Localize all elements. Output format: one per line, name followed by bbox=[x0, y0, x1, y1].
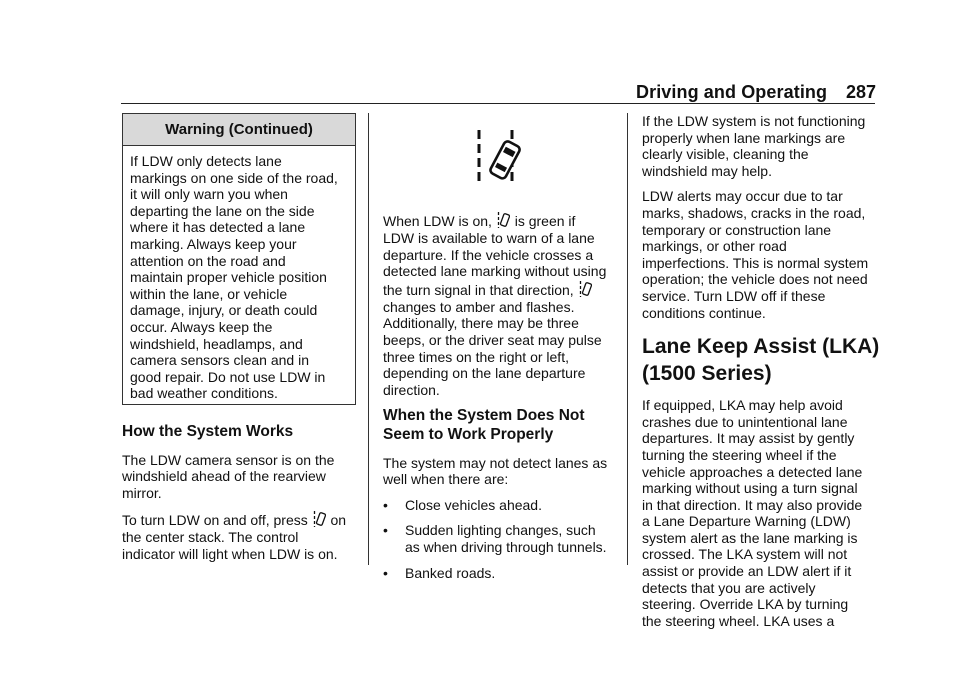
text-line: If the LDW system is not functioning bbox=[642, 113, 866, 129]
lane-departure-warning-icon bbox=[579, 280, 592, 299]
heading-lane-keep-assist bbox=[642, 333, 882, 387]
text-line: crossed. The LKA system will not bbox=[642, 546, 848, 563]
text-line: assist or provide an LDW alert if it bbox=[642, 563, 852, 580]
text-line: steering. Override LKA by turning bbox=[642, 596, 849, 613]
warning-line: bad weather conditions. bbox=[130, 385, 278, 402]
text-line: marks, shadows, cracks in the road, bbox=[642, 204, 866, 221]
warning-title: Warning (Continued) bbox=[123, 114, 355, 146]
text-line: temporary or construction lane bbox=[642, 221, 832, 238]
text-line: LDW is available to warn of a lane bbox=[383, 230, 595, 246]
warning-line: camera sensors clean and in bbox=[130, 352, 309, 369]
warning-line: where it has detected a lane bbox=[130, 219, 306, 236]
text-line: changes to amber and flashes. bbox=[383, 298, 575, 315]
heading-line: (1500 Series) bbox=[642, 362, 772, 386]
warning-line: it will only warn you when bbox=[130, 186, 288, 203]
column-2-text bbox=[383, 211, 623, 590]
text-line: departures. It may assist by gently bbox=[642, 430, 855, 447]
lane-departure-warning-icon bbox=[313, 510, 326, 529]
text-line: vehicle approaches a detected lane bbox=[642, 463, 863, 480]
paragraph bbox=[383, 211, 623, 398]
list-item bbox=[383, 522, 623, 555]
text-line: properly when lane markings are bbox=[642, 129, 846, 146]
paragraph bbox=[122, 452, 362, 502]
warning-line: markings on one side of the road, bbox=[130, 169, 338, 186]
text-line: turning the steering wheel if the bbox=[642, 446, 837, 463]
text-line: conditions continue. bbox=[642, 304, 766, 321]
column-3-text bbox=[642, 113, 882, 638]
header-rule bbox=[121, 103, 875, 104]
bullet-mark: • bbox=[383, 522, 388, 539]
text-line: When LDW is on, bbox=[383, 213, 492, 229]
text-line: service. Turn LDW off if these bbox=[642, 287, 826, 304]
text-line: departure. If the vehicle crosses a bbox=[383, 246, 594, 263]
text-line: The LDW camera sensor is on the bbox=[122, 451, 335, 468]
page-header-section: Driving and Operating bbox=[636, 82, 828, 102]
text-line: The system may not detect lanes as bbox=[383, 454, 608, 471]
warning-line: good repair. Do not use LDW in bbox=[130, 368, 326, 385]
warning-line: windshield, headlamps, and bbox=[130, 335, 303, 352]
text-line: windshield may help. bbox=[642, 162, 772, 179]
text-line: detected lane marking without using bbox=[383, 263, 607, 280]
list-item-text: Close vehicles ahead. bbox=[405, 496, 542, 513]
column-divider-1 bbox=[368, 113, 369, 565]
paragraph bbox=[383, 455, 623, 488]
paragraph bbox=[642, 113, 882, 179]
text-line: is green if bbox=[514, 213, 576, 229]
text-line: marking without using a turn signal bbox=[642, 480, 858, 497]
text-line: windshield ahead of the rearview bbox=[122, 468, 326, 485]
warning-box bbox=[122, 113, 356, 405]
text-line: the steering wheel. LKA uses a bbox=[642, 612, 835, 629]
column-1-text bbox=[122, 423, 362, 572]
text-line: on bbox=[330, 512, 347, 529]
warning-text bbox=[123, 146, 355, 402]
paragraph bbox=[122, 510, 362, 562]
text-line: a Lane Departure Warning (LDW) bbox=[642, 513, 851, 530]
text-line: clearly visible, cleaning the bbox=[642, 146, 809, 163]
text-line: indicator will light when LDW is on. bbox=[122, 545, 338, 562]
bullet-mark: • bbox=[383, 496, 388, 513]
heading-line: Lane Keep Assist (LKA) bbox=[642, 335, 880, 359]
paragraph bbox=[642, 188, 882, 321]
bullet-mark: • bbox=[383, 564, 388, 581]
warning-line: attention on the road and bbox=[130, 252, 286, 269]
text-line: the center stack. The control bbox=[122, 529, 299, 546]
text-line: To turn LDW on and off, press bbox=[122, 512, 308, 529]
heading-line: When the System Does Not bbox=[383, 407, 585, 425]
heading-how-system-works: How the System Works bbox=[122, 423, 294, 440]
text-line: imperfections. This is normal system bbox=[642, 254, 869, 271]
text-line: Sudden lighting changes, such bbox=[405, 522, 596, 539]
warning-line: departing the lane on the side bbox=[130, 202, 315, 219]
warning-line: damage, injury, or death could bbox=[130, 302, 318, 319]
text-line: depending on the lane departure bbox=[383, 365, 586, 382]
warning-line: within the lane, or vehicle bbox=[130, 285, 288, 302]
warning-line: If LDW only detects lane bbox=[130, 153, 282, 169]
list-item-text: Banked roads. bbox=[405, 564, 496, 581]
page-number: 287 bbox=[846, 82, 877, 102]
column-divider-2 bbox=[627, 113, 628, 565]
text-line: markings, or other road bbox=[642, 238, 787, 255]
warning-line: maintain proper vehicle position bbox=[130, 269, 327, 286]
text-line: well when there are: bbox=[383, 471, 509, 488]
text-line: three times on the right or left, bbox=[383, 348, 569, 365]
text-line: If equipped, LKA may help avoid bbox=[642, 397, 843, 414]
text-line: the turn signal in that direction, bbox=[383, 281, 574, 298]
text-line: LDW alerts may occur due to tar bbox=[642, 188, 843, 205]
text-line: Additionally, there may be three bbox=[383, 315, 579, 332]
text-line: direction. bbox=[383, 381, 440, 398]
list-item bbox=[383, 565, 623, 582]
text-line: operation; the vehicle does not need bbox=[642, 271, 868, 288]
text-line: beeps, or the driver seat may pulse bbox=[383, 331, 602, 348]
lane-departure-figure bbox=[474, 128, 522, 186]
list-item-text bbox=[405, 522, 607, 555]
text-line: as when driving through tunnels. bbox=[405, 538, 607, 555]
heading-system-not-working bbox=[383, 407, 623, 444]
warning-line: marking. Always keep your bbox=[130, 235, 297, 252]
text-line: in that direction. It may also provide bbox=[642, 496, 863, 513]
text-line: detects that you are actively bbox=[642, 579, 816, 596]
warning-line: occur. Always keep the bbox=[130, 318, 273, 335]
paragraph bbox=[642, 397, 882, 629]
heading-line: Seem to Work Properly bbox=[383, 425, 554, 443]
list-item bbox=[383, 497, 623, 514]
text-line: system alert as the lane marking is bbox=[642, 529, 858, 546]
text-line: crashes due to unintentional lane bbox=[642, 413, 848, 430]
lane-departure-warning-icon bbox=[497, 211, 510, 230]
text-line: mirror. bbox=[122, 484, 162, 501]
